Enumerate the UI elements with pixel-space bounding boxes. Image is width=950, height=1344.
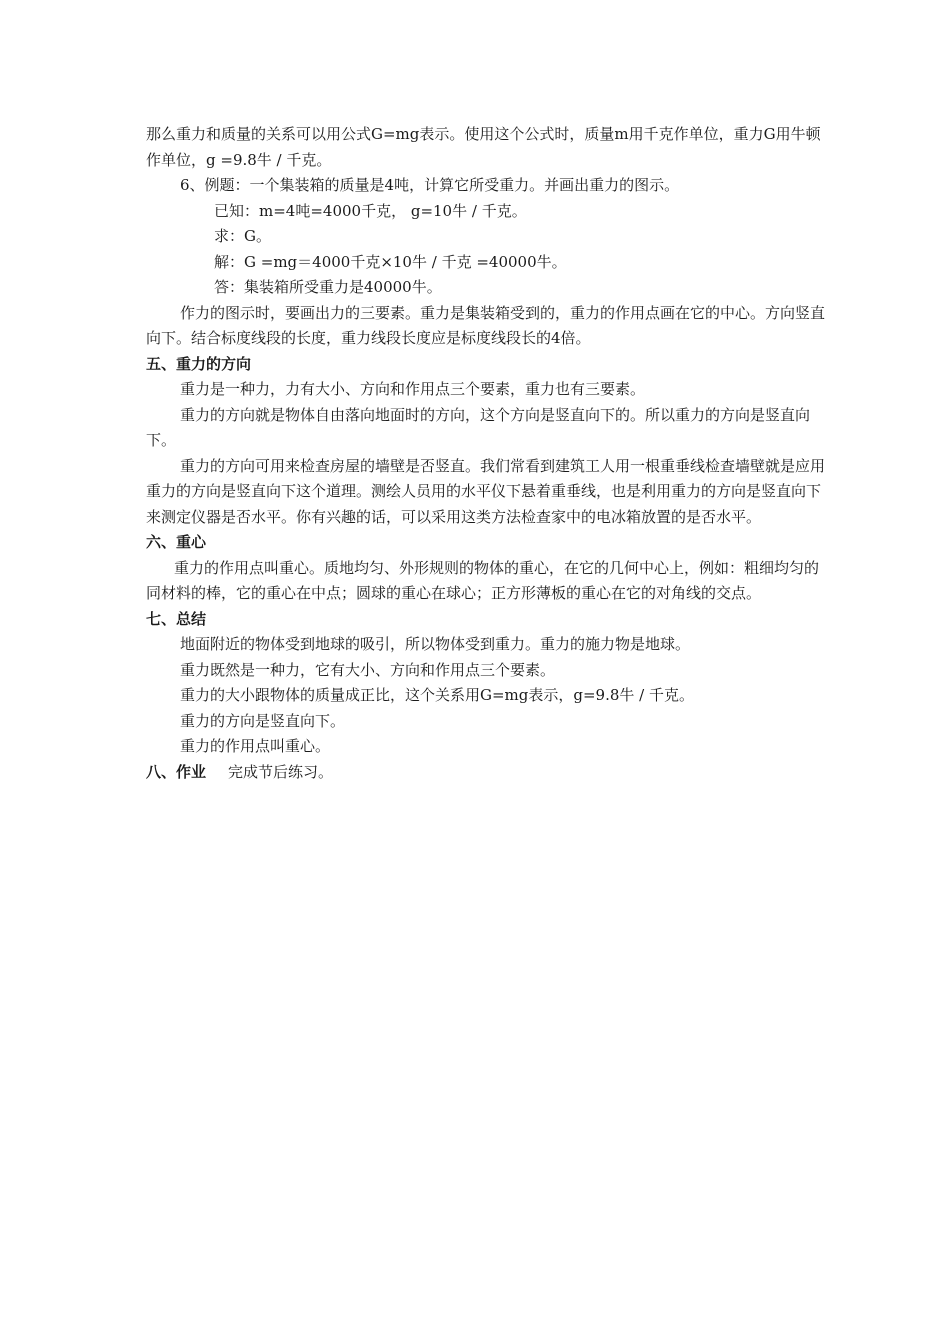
summary-item-2: 重力既然是一种力，它有大小、方向和作用点三个要素。 [180, 660, 556, 679]
paragraph-answer: 答：集装箱所受重力是40000牛。 [214, 278, 442, 296]
homework-text: 完成节后练习。 [228, 762, 334, 781]
summary-item-4: 重力的方向是竖直向下。 [180, 711, 346, 730]
paragraph-formula: 那么重力和质量的关系可以用公式G=mg表示。使用这个公式时，质量m用千克作单位，重力G用牛顿作单位，g =9.8牛 / 千克。 [146, 125, 821, 169]
paragraph-center-of-gravity: 重力的作用点叫重心。质地均匀、外形规则的物体的重心，在它的几何中心上，例如：粗细均匀的同材料的棒，它的重心在中点；圆球的重心在球心；正方形薄板的重心在它的对角线的交点。 [146, 558, 820, 602]
heading-summary: 七、总结 [146, 609, 207, 628]
summary-item-5: 重力的作用点叫重心。 [180, 737, 331, 755]
heading-homework [146, 760, 826, 786]
heading-homework-label: 八、作业 [146, 762, 207, 781]
paragraph-solution: 解：G =mg＝4000千克×10牛 / 千克 =40000牛。 [214, 252, 567, 271]
paragraph-direction: 重力的方向就是物体自由落向地面时的方向，这个方向是竖直向下的。所以重力的方向是竖直向下。 [146, 405, 811, 449]
paragraph-three-elements: 重力是一种力，力有大小、方向和作用点三个要素，重力也有三要素。 [180, 380, 646, 398]
heading-gravity-direction: 五、重力的方向 [146, 354, 252, 373]
paragraph-find: 求：G。 [214, 227, 271, 245]
paragraph-given: 已知：m=4吨=4000千克， g=10牛 / 千克。 [214, 201, 527, 220]
heading-center-of-gravity: 六、重心 [146, 533, 207, 551]
paragraph-plumb-line: 重力的方向可用来检查房屋的墙壁是否竖直。我们常看到建筑工人用一根重垂线检查墙壁就是应用重力的方向是竖直向下这个道理。测绘人员用的水平仪下悬着重垂线，也是利用重力的方向是竖直向下来测定仪器是否水平。你有兴趣的话，可以采用这类方法检查家中的电冰箱放置的是否水平。 [146, 456, 826, 526]
document-body [146, 122, 826, 785]
summary-item-3: 重力的大小跟物体的质量成正比，这个关系用G=mg表示，g=9.8牛 / 千克。 [180, 686, 694, 704]
paragraph-example-title: 6、例题：一个集装箱的质量是4吨，计算它所受重力。并画出重力的图示。 [180, 176, 680, 194]
paragraph-force-diagram: 作力的图示时，要画出力的三要素。重力是集装箱受到的，重力的作用点画在它的中心。方向竖直向下。结合标度线段的长度，重力线段长度应是标度线段长的4倍。 [146, 303, 826, 347]
summary-item-1: 地面附近的物体受到地球的吸引，所以物体受到重力。重力的施力物是地球。 [180, 635, 691, 653]
